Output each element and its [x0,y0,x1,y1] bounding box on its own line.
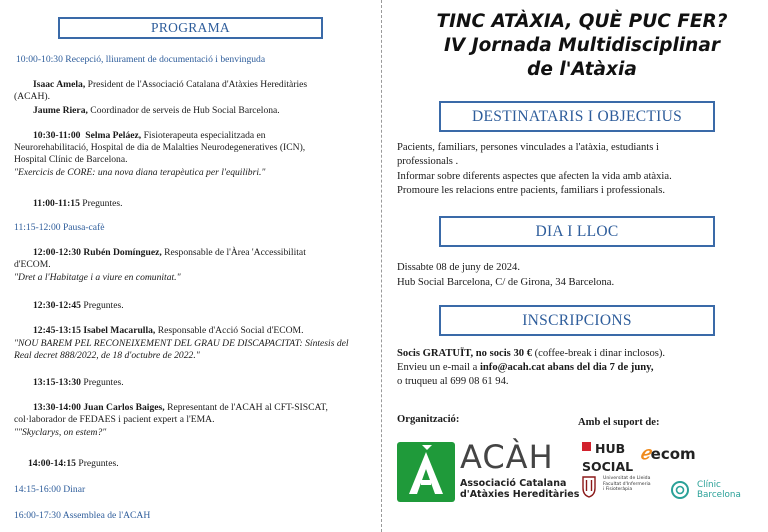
social-text: SOCIAL [582,459,634,474]
clinic-line-1: Clínic [697,480,721,490]
hub-social-logo [582,440,633,476]
ruben-time: 12:00-12:30 [33,247,81,258]
session-ruben [33,247,306,259]
selma-desc-2: Neurorehabilitació, Hospital de dia de Malalties Neurodegeneratives (ICN), [14,142,306,153]
destinataris-title-box [439,101,715,132]
clinic-line-2: Barcelona [697,490,741,500]
email-prefix: Envieu un e-mail a [397,362,480,373]
inscripcions-title-box [439,305,715,336]
programa-title: PROGRAMA [151,20,230,35]
email-link[interactable]: info@acah.cat abans del dia 7 de juny, [479,362,654,373]
speaker-isaac [33,79,307,91]
preguntes-3 [33,377,124,389]
suport-label: Amb el suport de: [578,417,660,428]
speaker-jaume [33,105,280,117]
clinic-leaf-icon [670,480,690,500]
main-title-line-1: TINC ATÀXIA, QUÈ PUC FER? [436,11,728,32]
column-divider [381,0,382,532]
juan-carlos-desc-1: Representant de l'ACAH al CFT-SISCAT, [164,402,328,413]
acah-full-2: d'Atàxies Hereditàries [460,489,580,500]
hub-square-icon [582,442,591,451]
juan-carlos-desc-2: col·laborador de FEDAES i pacient expert a l'EMA. [14,414,215,425]
dinar-line: 14:15-16:00 Dinar [14,484,86,495]
selma-name: Selma Peláez, [85,130,142,141]
dia-date: Dissabte 08 de juny de 2024. [397,262,520,273]
udl-logo [582,476,651,498]
ecom-text: ecom [650,445,696,463]
juan-carlos-name: Juan Carlos Baiges, [83,402,165,413]
dia-lloc-title-box [439,216,715,247]
pausa-cafe: 11:15-12:00 Pausa-cafè [14,222,105,233]
juan-carlos-time: 13:30-14:00 [33,402,81,413]
organitzacio-label: Organització: [397,414,460,425]
session-selma [33,130,266,142]
udl-line-3: i Fisioteràpia [603,487,633,493]
isabel-quote-2: Real decret 888/2022, de 18 d'octubre de 2022." [14,350,200,361]
ecom-logo [640,443,696,464]
preguntes-1 [33,198,123,210]
preguntes-4 [28,458,119,470]
preguntes-2-time: 12:30-12:45 [33,300,81,311]
prices-note: (coffee-break i dinar inclosos). [532,348,666,359]
assemblea-line: 16:00-17:30 Assemblea de l'ACAH [14,510,151,521]
isabel-time: 12:45-13:15 [33,325,81,336]
destinataris-line-2: professionals . [397,156,459,167]
main-title-line-2: IV Jornada Multidisciplinar [444,35,720,56]
ecom-mark-icon: ℯ [640,443,651,464]
inscripcions-email [397,361,653,374]
isabel-name: Isabel Macarulla, [83,325,156,336]
isabel-desc-1: Responsable d'Acció Social d'ECOM. [155,325,304,336]
session-isabel [33,325,303,337]
ruben-desc-2: d'ECOM. [14,259,51,270]
isabel-quote-1: "NOU BAREM PEL RECONEIXEMENT DEL GRAU DE DISCAPACITAT: Síntesis del [14,338,349,349]
inscripcions-title: INSCRIPCIONS [522,312,632,329]
preguntes-2 [33,300,124,312]
ruben-desc-1: Responsable de l'Àrea 'Accessibilitat [161,247,306,258]
acah-logo [397,442,455,507]
selma-quote: "Exercicis de CORE: una nova diana terapèutica per l'equilibri." [14,167,266,178]
destinataris-line-4: Promoure les relacions entre pacients, familiars i professionals. [397,185,665,196]
preguntes-3-label: Preguntes. [80,377,124,388]
preguntes-1-label: Preguntes. [79,198,123,209]
recepcio-line: 10:00-10:30 Recepció, lliurament de documentació i benvinguda [16,54,266,65]
hub-text: HUB [595,441,626,456]
udl-line-1: Universitat de Lleida [603,476,651,481]
preguntes-4-time: 14:00-14:15 [28,458,76,469]
jaume-desc: Coordinador de serveis de Hub Social Barcelona. [87,105,280,116]
selma-desc-1: Fisioterapeuta especialitzada en [141,130,266,141]
dia-lloc-title: DIA I LLOC [535,223,619,240]
isaac-desc-2: (ACAH). [14,91,50,102]
acah-logo-text: ACÀH [460,438,554,476]
main-title-line-3: de l'Atàxia [527,59,637,80]
jaume-name: Jaume Riera, [33,105,88,116]
destinataris-line-1: Pacients, familiars, persones vinculades a l'atàxia, estudiants i [397,142,659,153]
acah-full-1: Associació Catalana [460,478,567,489]
preguntes-1-time: 11:00-11:15 [33,198,80,209]
selma-time: 10:30-11:00 [33,130,81,141]
inscripcions-prices [397,347,665,360]
dia-place: Hub Social Barcelona, C/ de Girona, 34 Barcelona. [397,277,615,288]
juan-carlos-quote: ""Skyclarys, on estem?" [14,427,107,438]
programa-title-box [58,17,323,39]
inscripcions-phone: o truqueu al 699 08 61 94. [397,376,509,387]
selma-desc-3: Hospital Clínic de Barcelona. [14,154,128,165]
ruben-name: Rubén Domínguez, [83,247,162,258]
isaac-name: Isaac Amela, [33,79,86,90]
prices-bold: Socis GRATUÏT, no socis 30 € [397,348,532,359]
session-juan-carlos [33,402,328,414]
preguntes-2-label: Preguntes. [80,300,124,311]
udl-line-2: Facultat d'Infermeria [603,481,651,487]
isaac-desc: President de l'Associació Catalana d'Atàxies Hereditàries [85,79,308,90]
destinataris-title: DESTINATARIS I OBJECTIUS [471,108,683,125]
udl-crest-icon [582,476,596,498]
preguntes-3-time: 13:15-13:30 [33,377,81,388]
ruben-quote: "Dret a l'Habitatge i a viure en comunitat." [14,272,181,283]
preguntes-4-label: Preguntes. [75,458,119,469]
clinic-logo [670,480,741,502]
destinataris-line-3: Informar sobre diferents aspectes que afecten la vida amb atàxia. [397,171,672,182]
acah-logo-mark [397,442,455,502]
